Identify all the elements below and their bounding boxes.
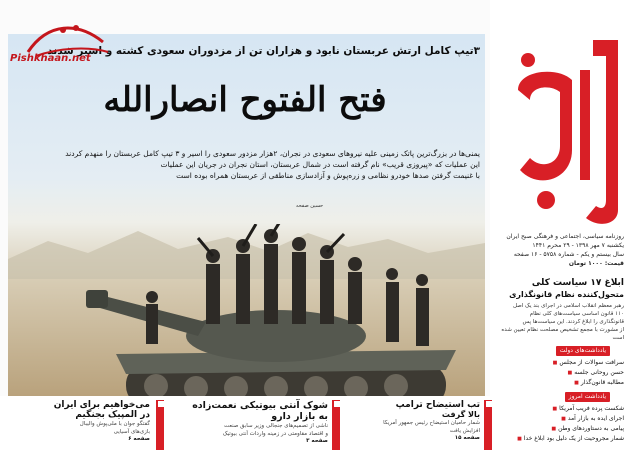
teaser-text: بازی‌های آسیایی: [113, 429, 150, 435]
teaser-page: صفحه ۶: [128, 436, 150, 442]
watermark-url[interactable]: Pishkhaan.net: [10, 53, 91, 64]
sidebar-list-2: [498, 404, 624, 444]
teaser-title[interactable]: می‌خواهیم برای ایران: [53, 400, 150, 410]
sidebar-list-1: [498, 358, 624, 388]
sidebar-line: قانونگذاری را ابلاغ کردند. این سیاست‌ها پس: [522, 319, 624, 325]
photo-credit: حسین صفحه: [296, 203, 324, 209]
sidebar-headline[interactable]: ابلاغ ۱۷ سیاست کلی: [531, 278, 624, 288]
sidebar-line: رهبر معظم انقلاب اسلامی در اجرای بند یک اصل: [512, 303, 624, 309]
price: قیمت: ۱۰۰۰ تومان: [568, 260, 624, 267]
section-tag: یادداشت‌های دولت: [556, 346, 610, 356]
section-tag: یادداشت امروز: [565, 392, 610, 402]
masthead-column: [490, 0, 630, 450]
tank-with-fighters-graphic: [86, 224, 466, 396]
badge-box-icon: [334, 401, 340, 407]
teaser-3[interactable]: [20, 400, 150, 450]
front-kicker: ۳تیپ کامل ارتش عربستان نابود و هزاران تن از مزدوران سعودی کشته و اسیر شدند: [47, 45, 480, 57]
teaser-2[interactable]: [168, 400, 328, 450]
masthead-info: [498, 232, 624, 268]
teaser-text: گفتگو جوان با ملی‌پوش والیبال: [79, 421, 150, 427]
teaser-title[interactable]: شوک آنتی بیوتیکی نعمت‌زاده: [192, 400, 328, 411]
teaser-subtitle[interactable]: بالا گرفت: [441, 410, 480, 419]
lead-paragraph: [65, 148, 480, 181]
lead-line: یمنی‌ها در بزرگ‌ترین پاتک زمینی علیه نیروهای سعودی در نجران، ۲هزار مزدور سعودی را اسیر و ۳ تیپ کامل عربستان را منهدم کردند: [65, 149, 480, 158]
section-badge: [156, 400, 164, 450]
teaser-title[interactable]: تب استیضاح ترامپ: [395, 400, 480, 410]
teaser-text: ناشی از تصمیم‌های جنجالی وزیر سابق صنعت: [224, 423, 328, 429]
lead-line: با غنیمت گرفتن صدها خودرو نظامی و زره‌پوش و آزادسازی مناطقی از عربستان همراه بوده است: [176, 171, 480, 180]
list-item[interactable]: پیامی به دستاوردهای وطن ■: [498, 424, 624, 434]
list-item[interactable]: شمار مجروحیت از یک دلیل بود ابلاغ خدا ■: [498, 434, 624, 444]
sidebar-subhead[interactable]: متحول‌کننده نظام قانونگذاری: [509, 290, 624, 299]
sidebar-summary: [498, 302, 624, 342]
section-badge: [332, 400, 340, 450]
lead-line: این عملیات که «پیروزی قریب» نام گرفته است در شمال عربستان، استان نجران در جریان این عملیات: [160, 160, 480, 169]
badge-box-icon: [158, 401, 164, 407]
subtitle: روزنامه سیاسی، اجتماعی و فرهنگی صبح ایران: [506, 233, 624, 240]
sidebar-line: ۱۱۰ قانون اساسی سیاست‌های کلی نظام: [529, 311, 624, 317]
list-item[interactable]: اجرای ایده به بازار آمد ■: [498, 414, 624, 424]
javan-logo: [498, 30, 624, 230]
pishkhaan-watermark-logo: [8, 12, 123, 82]
section-badge: [484, 400, 492, 450]
teaser-text: افزایش یافت: [449, 428, 480, 434]
teaser-subtitle[interactable]: به بازار دارو: [271, 411, 328, 422]
teaser-page: صفحه ۳: [306, 438, 328, 444]
badge-box-icon: [486, 401, 492, 407]
date-line: یکشنبه ۷ مهر ۱۳۹۸ - ۲۹ محرم ۱۴۴۱: [532, 242, 624, 249]
list-item[interactable]: شکست پرده فریب آمریکا ■: [498, 404, 624, 414]
list-item[interactable]: مطالبه قانون‌گذار ■: [498, 378, 624, 388]
teaser-page: صفحه ۱۵: [454, 435, 480, 441]
teaser-text: و اقتصاد مقاومتی در زمینه واردات آنتی بیوتیک: [222, 431, 328, 437]
teaser-1[interactable]: [338, 400, 480, 450]
front-headline: فتح الفتوح انصارالله: [103, 80, 387, 120]
issue-line: سال بیستم و یکم - شماره ۵۷۵۸ - ۱۶ صفحه: [513, 251, 624, 258]
list-item[interactable]: سرافت سوالات از مجلس ■: [498, 358, 624, 368]
teaser-subtitle[interactable]: در المپیک بجنگیم: [75, 410, 150, 420]
teaser-text: شمار حامیان استیضاح رئیس جمهور آمریکا: [383, 420, 480, 426]
list-item[interactable]: حسن روحانی جلسه ■: [498, 368, 624, 378]
sidebar-line: از مشورت با مجمع تشخیص مصلحت نظام تعیین شده است: [501, 327, 624, 341]
